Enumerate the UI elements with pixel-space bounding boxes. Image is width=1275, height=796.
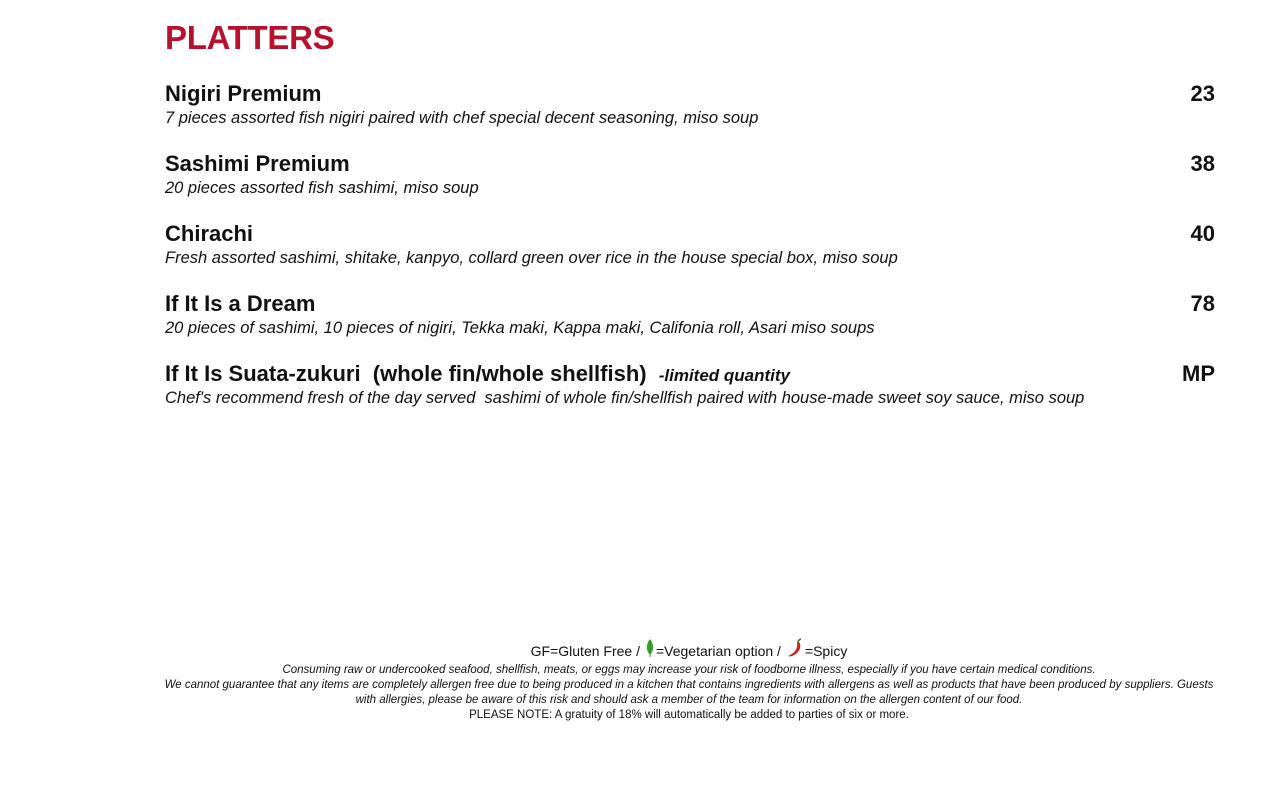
menu-item-description: 7 pieces assorted fish nigiri paired with chef special decent seasoning, miso soup bbox=[165, 109, 759, 127]
menu-item bbox=[165, 80, 1215, 128]
menu-item-name: If It Is a Dream bbox=[165, 291, 316, 316]
section-title: PLATTERS bbox=[165, 19, 335, 56]
menu-item bbox=[165, 290, 1215, 338]
menu-item-price: 40 bbox=[1190, 221, 1215, 246]
chili-pepper-icon bbox=[786, 638, 804, 663]
menu-item-name-group bbox=[165, 360, 790, 390]
menu-item-header bbox=[165, 360, 1215, 388]
menu-footer bbox=[160, 638, 1218, 723]
dietary-legend bbox=[160, 638, 1218, 663]
menu-item-description: 20 pieces assorted fish sashimi, miso soup bbox=[165, 179, 479, 197]
menu-item-header bbox=[165, 290, 1215, 318]
menu-item-price: 38 bbox=[1190, 151, 1215, 176]
menu-item-description: Fresh assorted sashimi, shitake, kanpyo, collard green over rice in the house special box, miso soup bbox=[165, 249, 898, 267]
menu-item-name: If It Is Suata-zukuri (whole fin/whole shellfish) bbox=[165, 361, 647, 386]
legend-vegetarian: =Vegetarian option / bbox=[655, 642, 781, 659]
legend-spicy: =Spicy bbox=[804, 642, 848, 659]
menu-item-price: 23 bbox=[1190, 81, 1215, 106]
menu-item-header bbox=[165, 220, 1215, 248]
menu-item-name: Nigiri Premium bbox=[165, 81, 322, 106]
gratuity-note: PLEASE NOTE: A gratuity of 18% will automatically be added to parties of six or more. bbox=[469, 709, 909, 721]
menu-item-name: Chirachi bbox=[165, 221, 254, 246]
menu-item bbox=[165, 220, 1215, 268]
leaf-icon bbox=[645, 638, 655, 663]
raw-food-disclaimer: Consuming raw or undercooked seafood, shellfish, meats, or eggs may increase your risk of foodborne illness, especially if you have certain medical conditions. bbox=[282, 664, 1096, 676]
menu-item-name: Sashimi Premium bbox=[165, 151, 350, 176]
menu-item-header bbox=[165, 80, 1215, 108]
menu-item-description: 20 pieces of sashimi, 10 pieces of nigiri, Tekka maki, Kappa maki, Califonia roll, Asari miso soups bbox=[165, 319, 875, 337]
menu-item bbox=[165, 360, 1215, 408]
menu-item-description: Chef's recommend fresh of the day served sashimi of whole fin/shellfish paired with house-made sweet soy sauce, miso soup bbox=[165, 389, 1085, 407]
menu-item-price: MP bbox=[1182, 361, 1215, 386]
limited-quantity-note: -limited quantity bbox=[658, 366, 790, 385]
allergen-disclaimer: We cannot guarantee that any items are completely allergen free due to being produced in a kitchen that contains ingredients with allergens as well as products that have been produced by suppliers. Guests with allergies, please be aware of this risk and should ask a member of the team for information on the allergen content of our food. bbox=[164, 679, 1214, 706]
legend-gluten-free: GF=Gluten Free / bbox=[530, 642, 640, 659]
menu-item-price: 78 bbox=[1190, 291, 1215, 316]
menu-item-header bbox=[165, 150, 1215, 178]
menu-item bbox=[165, 150, 1215, 198]
